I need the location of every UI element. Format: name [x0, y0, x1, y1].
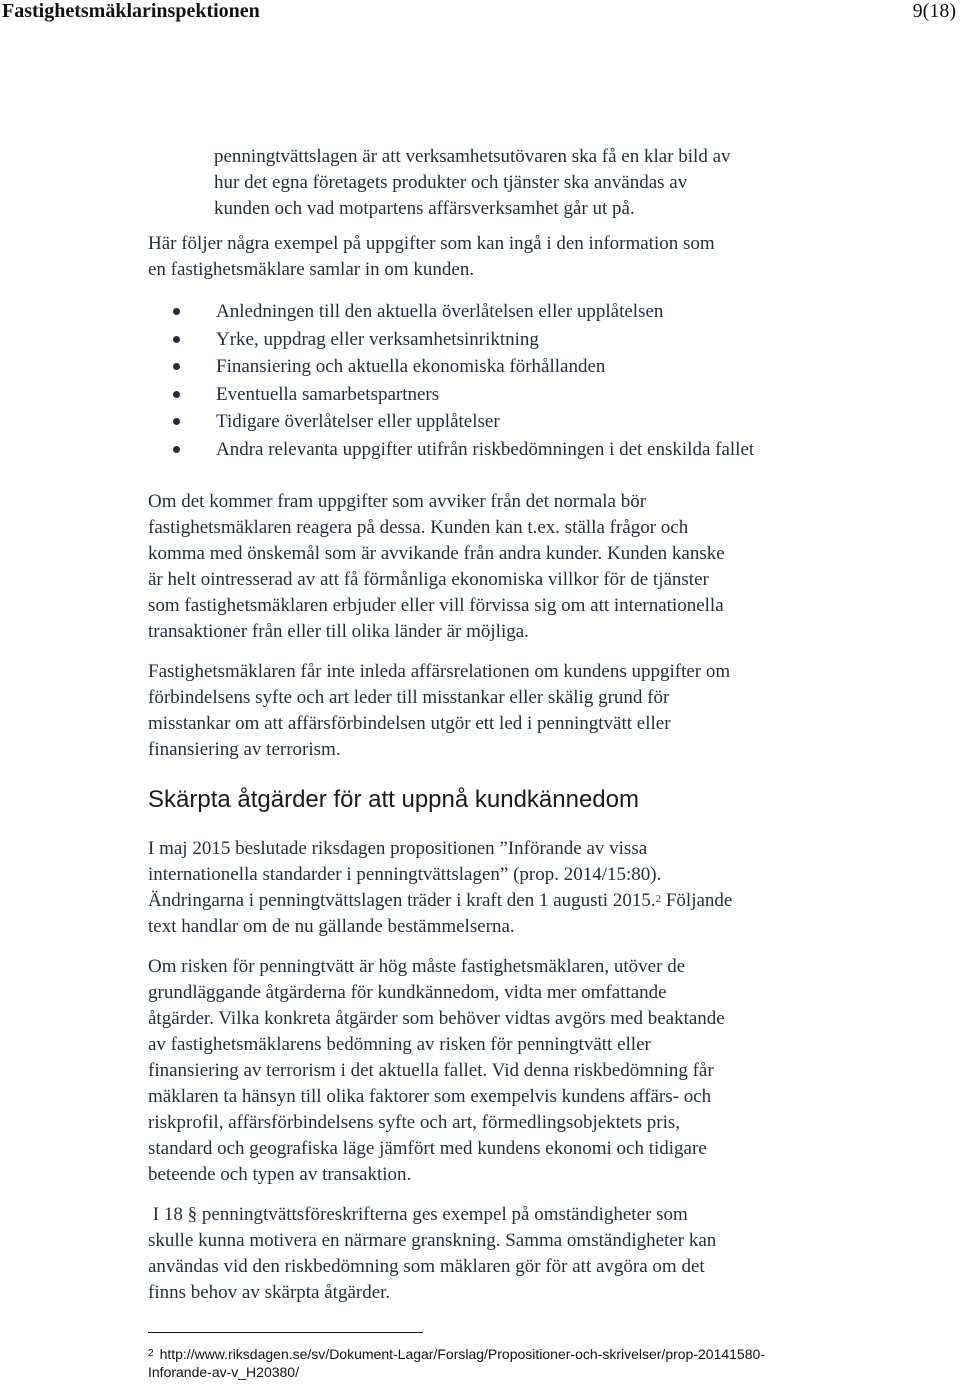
footnote-line: [148, 1345, 928, 1363]
text-line: [148, 888, 868, 914]
page-number: 9(18): [912, 0, 956, 22]
text-line: åtgärder. Vilka konkreta åtgärder som behöver vidtas avgörs med beaktande: [148, 1008, 725, 1029]
footnote-link[interactable]: http://www.riksdagen.se/sv/Dokument-Lagar/Forslag/Propositioner-och-skrivelser/prop-20141580-: [159, 1346, 765, 1362]
text-line: finansiering av terrorism.: [148, 739, 341, 760]
text-line: Om risken för penningtvätt är hög måste fastighetsmäklaren, utöver de: [148, 956, 686, 977]
text-line: som fastighetsmäklaren erbjuder eller vill förvissa sig om att internationella: [148, 595, 724, 616]
text-line: finns behov av skärpta åtgärder.: [148, 1282, 391, 1303]
text-line: Fastighetsmäklaren får inte inleda affärsrelationen om kundens uppgifter om: [148, 661, 731, 682]
list-item: Finansiering och aktuella ekonomiska förhållanden: [148, 353, 848, 381]
text-line: beteende och typen av transaktion.: [148, 1164, 412, 1185]
footnote-reference[interactable]: 2: [655, 893, 662, 905]
text-line: mäklaren ta hänsyn till olika faktorer som exempelvis kundens affärs- och: [148, 1086, 712, 1107]
text-line: användas vid den riskbedömning som mäklaren gör för att avgöra om det: [148, 1256, 705, 1277]
list-item: Eventuella samarbetspartners: [148, 381, 848, 409]
paragraph-relationship: [148, 659, 868, 763]
text-segment: Följande: [661, 890, 733, 911]
text-line: penningtvättslagen är att verksamhetsutövaren ska få en klar bild av: [214, 146, 731, 167]
footnote-divider: [148, 1332, 423, 1333]
text-line: I 18 § penningtvättsföreskrifterna ges exempel på omständigheter som: [148, 1204, 688, 1225]
list-item: Anledningen till den aktuella överlåtelsen eller upplåtelsen: [148, 298, 848, 326]
text-line: hur det egna företagets produkter och tjänster ska användas av: [214, 172, 688, 193]
text-line: en fastighetsmäklare samlar in om kunden.: [148, 259, 475, 280]
intro-paragraph: [214, 144, 774, 222]
paragraph-proposition: [148, 836, 868, 940]
text-line: komma med önskemål som är avvikande från andra kunder. Kunden kanske: [148, 543, 725, 564]
text-line: grundläggande åtgärderna för kundkännedom, vidta mer omfattande: [148, 982, 667, 1003]
section-heading: Skärpta åtgärder för att uppnå kundkännedom: [148, 786, 639, 813]
text-line: standard och geografiska läge jämfört med kundens ekonomi och tidigare: [148, 1138, 707, 1159]
text-line: finansiering av terrorism i det aktuella fallet. Vid denna riskbedömning får: [148, 1060, 714, 1081]
list-item: Tidigare överlåtelser eller upplåtelser: [148, 408, 848, 436]
text-line: kunden och vad motpartens affärsverksamhet går ut på.: [214, 198, 635, 219]
paragraph-deviations: [148, 489, 868, 645]
text-line: transaktioner från eller till olika länder är möjliga.: [148, 621, 529, 642]
page-header: [0, 0, 956, 26]
text-line: fastighetsmäklaren reagera på dessa. Kunden kan t.ex. ställa frågor och: [148, 517, 689, 538]
text-line: I maj 2015 beslutade riksdagen propositionen ”Införande av vissa: [148, 838, 648, 859]
text-segment: Ändringarna i penningtvättslagen träder i kraft den 1 augusti 2015.: [148, 890, 656, 911]
list-item: Andra relevanta uppgifter utifrån riskbedömningen i det enskilda fallet: [148, 436, 776, 464]
footnote-mark: 2: [148, 1348, 154, 1359]
text-line: Om det kommer fram uppgifter som avviker från det normala bör: [148, 491, 647, 512]
text-line: riskprofil, affärsförbindelsens syfte och art, förmedlingsobjektets pris,: [148, 1112, 681, 1133]
text-line: förbindelsens syfte och art leder till misstankar eller skälig grund för: [148, 687, 670, 708]
paragraph-high-risk: [148, 954, 868, 1188]
text-line: internationella standarder i penningtvättslagen” (prop. 2014/15:80).: [148, 864, 662, 885]
text-line: misstankar om att affärsförbindelsen utgör ett led i penningtvätt eller: [148, 713, 671, 734]
document-title: Fastighetsmäklarinspektionen: [2, 0, 260, 22]
text-line: skulle kunna motivera en närmare granskning. Samma omständigheter kan: [148, 1230, 717, 1251]
text-line: text handlar om de nu gällande bestämmelserna.: [148, 916, 515, 937]
paragraph-regulations: [148, 1202, 868, 1306]
bullet-list: [148, 298, 848, 463]
text-line: Här följer några exempel på uppgifter som kan ingå i den information som: [148, 233, 715, 254]
text-line: av fastighetsmäklarens bedömning av risken för penningtvätt eller: [148, 1034, 651, 1055]
paragraph-examples-intro: [148, 231, 868, 283]
footnote: [148, 1345, 928, 1381]
text-line: är helt ointresserad av att få förmånliga ekonomiska villkor för de tjänster: [148, 569, 709, 590]
list-item: Yrke, uppdrag eller verksamhetsinriktning: [148, 326, 848, 354]
footnote-link-continued[interactable]: Inforande-av-v_H20380/: [148, 1364, 299, 1380]
